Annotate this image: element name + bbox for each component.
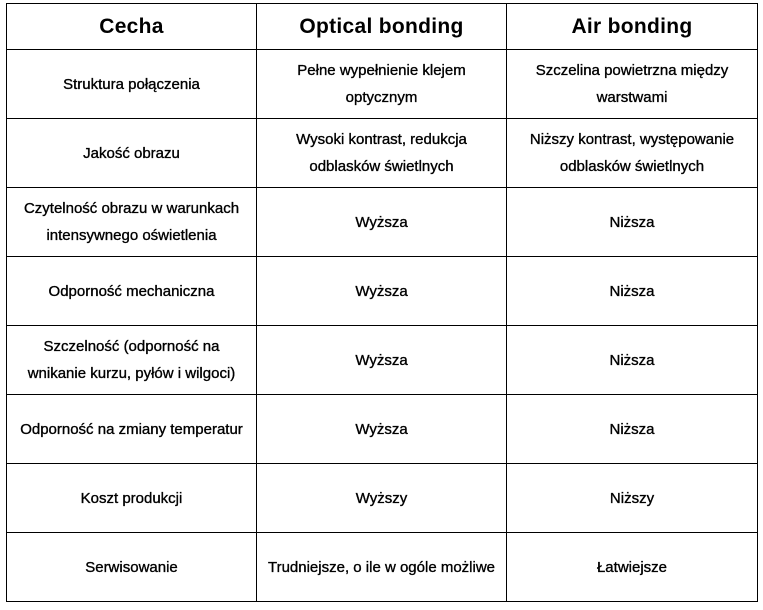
air-bonding-cell: Niższa bbox=[507, 395, 758, 464]
table-row bbox=[7, 326, 758, 395]
optical-bonding-cell: Trudniejsze, o ile w ogóle możliwe bbox=[257, 533, 507, 602]
comparison-table bbox=[6, 3, 758, 602]
feature-cell: Odporność na zmiany temperatur bbox=[7, 395, 257, 464]
table-row bbox=[7, 395, 758, 464]
air-bonding-cell: Niższy bbox=[507, 464, 758, 533]
table-row bbox=[7, 188, 758, 257]
feature-cell: Koszt produkcji bbox=[7, 464, 257, 533]
optical-bonding-cell: Wyższa bbox=[257, 257, 507, 326]
air-bonding-cell: Łatwiejsze bbox=[507, 533, 758, 602]
table-row bbox=[7, 533, 758, 602]
table-row bbox=[7, 257, 758, 326]
table-header-row bbox=[7, 4, 758, 50]
feature-cell: Odporność mechaniczna bbox=[7, 257, 257, 326]
optical-bonding-cell: Wyższa bbox=[257, 326, 507, 395]
optical-bonding-cell: Wysoki kontrast, redukcja odblasków świetlnych bbox=[257, 119, 507, 188]
air-bonding-cell: Szczelina powietrzna między warstwami bbox=[507, 50, 758, 119]
air-bonding-cell: Niższa bbox=[507, 326, 758, 395]
feature-cell: Serwisowanie bbox=[7, 533, 257, 602]
air-bonding-cell: Niższy kontrast, występowanie odblasków świetlnych bbox=[507, 119, 758, 188]
comparison-table-container bbox=[6, 3, 758, 602]
header-feature: Cecha bbox=[7, 4, 257, 50]
feature-cell: Struktura połączenia bbox=[7, 50, 257, 119]
feature-cell: Jakość obrazu bbox=[7, 119, 257, 188]
optical-bonding-cell: Wyższa bbox=[257, 188, 507, 257]
table-row bbox=[7, 464, 758, 533]
optical-bonding-cell: Pełne wypełnienie klejem optycznym bbox=[257, 50, 507, 119]
header-air-bonding: Air bonding bbox=[507, 4, 758, 50]
optical-bonding-cell: Wyższa bbox=[257, 395, 507, 464]
optical-bonding-cell: Wyższy bbox=[257, 464, 507, 533]
air-bonding-cell: Niższa bbox=[507, 257, 758, 326]
feature-cell: Szczelność (odporność na wnikanie kurzu, pyłów i wilgoci) bbox=[7, 326, 257, 395]
table-row bbox=[7, 50, 758, 119]
table-row bbox=[7, 119, 758, 188]
air-bonding-cell: Niższa bbox=[507, 188, 758, 257]
header-optical-bonding: Optical bonding bbox=[257, 4, 507, 50]
feature-cell: Czytelność obrazu w warunkach intensywnego oświetlenia bbox=[7, 188, 257, 257]
